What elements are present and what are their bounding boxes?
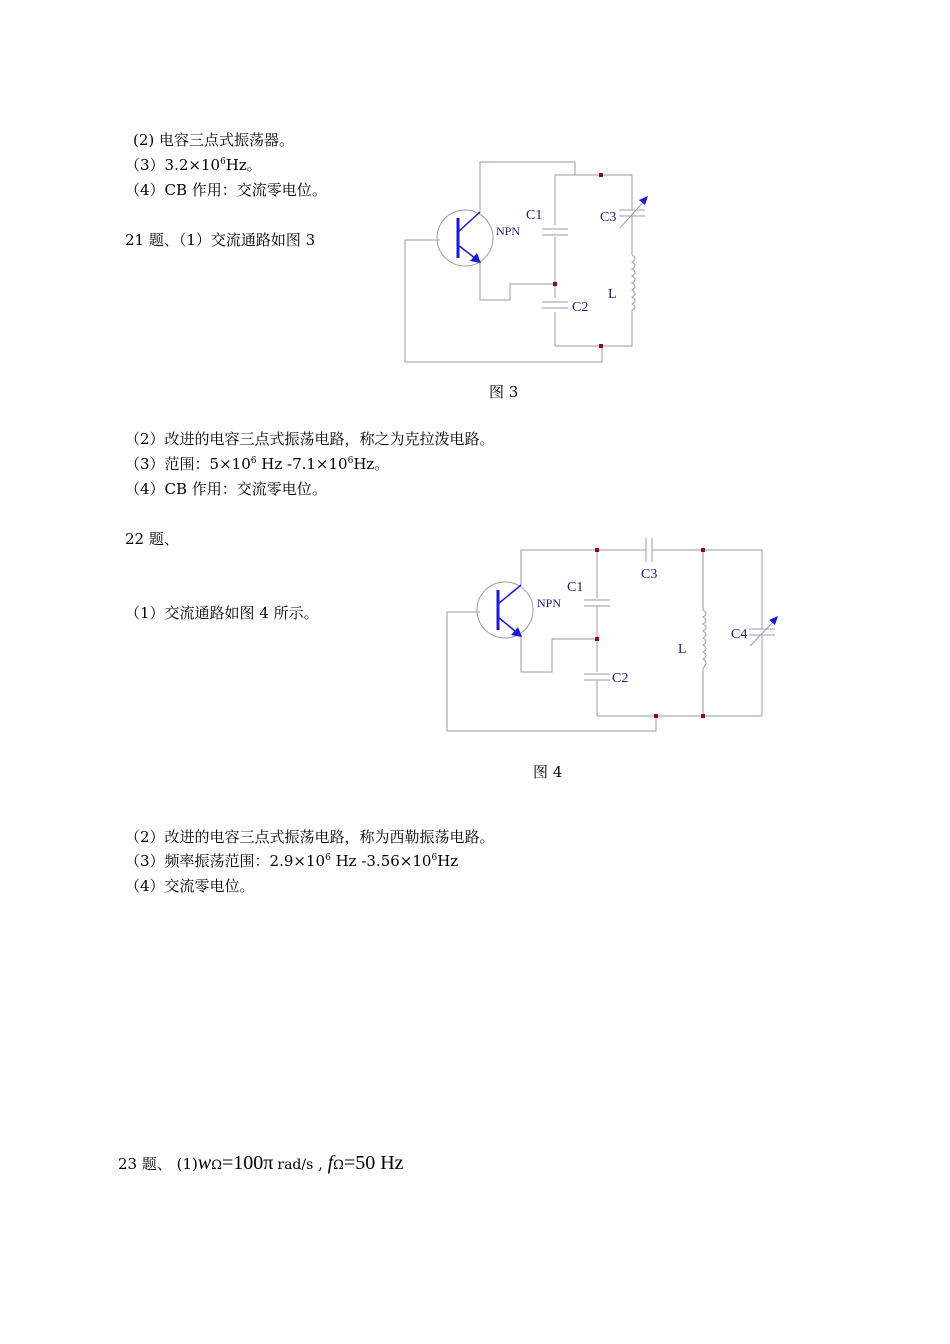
- subscript: Ω: [211, 1158, 222, 1173]
- fig4-c4-label: C4: [731, 627, 748, 642]
- node-dot: [599, 173, 603, 177]
- figure-3-nodes: [553, 173, 603, 348]
- exponent: 6: [250, 456, 257, 466]
- text-seg: Hz -3.56×10: [330, 852, 432, 870]
- transistor-collector: [458, 212, 480, 232]
- transistor-body: [477, 582, 533, 638]
- wire: [652, 550, 762, 625]
- fig4-npn-label: NPN: [537, 596, 562, 610]
- omega-value: =100π: [222, 1152, 274, 1174]
- figure-3-circuit: [405, 162, 645, 362]
- answer-22-4: （4）交流零电位。: [125, 877, 255, 895]
- answer-22-2: （2）改进的电容三点式振荡电路，称为西勒振荡电路。: [125, 828, 495, 846]
- exponent: 6: [220, 157, 226, 167]
- fig3-l-label: L: [608, 287, 617, 302]
- fig4-c1-label: C1: [567, 580, 584, 595]
- frequency-value: =50 Hz: [343, 1152, 404, 1174]
- transistor-body: [437, 210, 493, 266]
- wire: [521, 550, 646, 585]
- fig3-npn-label: NPN: [496, 224, 521, 238]
- figure-4-circuit: [447, 538, 775, 731]
- inductor-coil: [703, 610, 706, 668]
- fig4-c3-label: C3: [641, 567, 658, 582]
- frequency-symbol: f: [327, 1152, 334, 1174]
- emitter-arrow: [470, 253, 481, 263]
- subscript: Ω: [333, 1158, 344, 1173]
- fig4-l-label: L: [678, 642, 687, 657]
- answer-20-4: （4）CB 作用：交流零电位。: [125, 181, 327, 199]
- figure-3-caption: 图 3: [489, 383, 519, 401]
- text-seg: Hz -7.1×10: [256, 455, 348, 473]
- answer-22-1: （1）交流通路如图 4 所示。: [125, 604, 319, 622]
- answer-21-4: （4）CB 作用：交流零电位。: [125, 480, 327, 498]
- question-22-heading: 22 题、: [125, 530, 179, 548]
- fig3-c1-label: C1: [526, 208, 543, 223]
- wire: [521, 636, 597, 672]
- exponent: 6: [431, 853, 438, 863]
- text-seg: （3）频率振荡范围：2.9×10: [125, 852, 326, 870]
- variable-arrowhead: [639, 196, 648, 205]
- node-dot: [701, 714, 705, 718]
- fig3-c3-label: C3: [600, 210, 617, 225]
- node-dot: [553, 282, 557, 286]
- fig4-c2-label: C2: [612, 671, 629, 686]
- unit: rad/s: [277, 1157, 314, 1173]
- fig3-c2-label: C2: [572, 300, 589, 315]
- wire: [555, 175, 632, 225]
- text-seg: Hz。: [225, 156, 262, 174]
- omega-symbol: w: [197, 1152, 212, 1174]
- text-seg: （3）范围：5×10: [125, 455, 251, 473]
- node-dot: [599, 344, 603, 348]
- node-dot: [595, 548, 599, 552]
- transistor-collector: [498, 585, 521, 604]
- figure-4-caption: 图 4: [533, 763, 563, 781]
- answer-20-2: (2) 电容三点式振荡器。: [133, 131, 295, 149]
- node-dot: [595, 637, 599, 641]
- answer-21-2: （2）改进的电容三点式振荡电路，称之为克拉泼电路。: [125, 430, 495, 448]
- inductor-coil: [632, 255, 635, 310]
- node-dot: [701, 548, 705, 552]
- exponent: 6: [325, 853, 331, 863]
- exponent: 6: [347, 456, 354, 466]
- question-21-heading: 21 题、（1）交流通路如图 3: [125, 231, 316, 249]
- wire: [480, 262, 555, 300]
- wire: [555, 310, 632, 346]
- node-dot: [654, 714, 658, 718]
- separator: ,: [313, 1155, 328, 1173]
- text-seg: Hz。: [353, 455, 390, 473]
- text-seg: Hz: [437, 852, 459, 870]
- text-seg: 23 题、 (1): [118, 1155, 198, 1173]
- text-seg: （3）3.2×10: [125, 156, 221, 174]
- wire: [480, 162, 575, 212]
- variable-arrowhead: [769, 616, 778, 625]
